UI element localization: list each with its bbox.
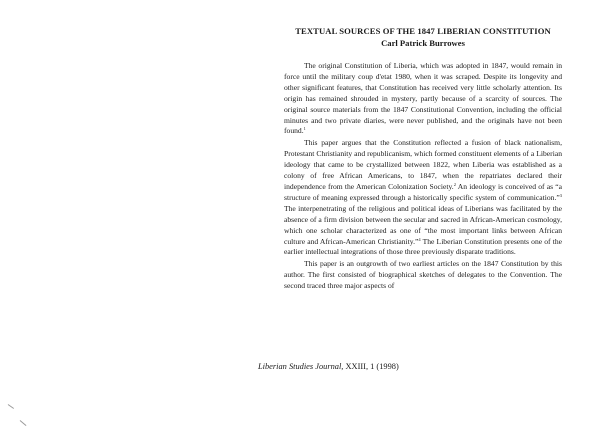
footnote-ref-1[interactable]: 1: [303, 126, 306, 132]
journal-citation: [258, 362, 399, 371]
footnote-ref-2[interactable]: 2: [453, 181, 456, 187]
footnote-ref-4[interactable]: 4: [418, 236, 421, 242]
journal-name: Liberian Studies Journal: [258, 362, 342, 371]
paragraph-2-text-d: The Liberian Constitution presents one of the earlier intellectual integrations of those three previously disparate traditions.: [284, 236, 562, 257]
paragraph-1: [284, 61, 562, 137]
paragraph-2-text-b: An ideology is conceived of as “a structure of meaning expressed through a historically specific system of communication.”: [284, 181, 562, 202]
article-author: Carl Patrick Burrowes: [381, 38, 465, 48]
scan-mark: [20, 420, 27, 426]
scan-mark: [8, 404, 14, 409]
paragraph-1-text: The original Constitution of Liberia, which was adopted in 1847, would remain in force until the military coup d'etat 1980, when it was scraped. Despite its longevity and other significant features, that Constitution has received very little scholarly attention. Its origin has remained shrouded in mystery, partly because of a scarcity of sources. The original source materials from the 1847 Constitutional Convention, including the official minutes and two private diaries, were never published, and the originals have not been found.: [284, 61, 562, 136]
paragraph-2: [284, 138, 562, 258]
paragraph-3: [284, 259, 562, 292]
article-title: TEXTUAL SOURCES OF THE 1847 LIBERIAN CONSTITUTION: [295, 26, 551, 36]
journal-volume: , XXIII, 1 (1998): [341, 362, 399, 371]
paragraph-2-text-c: The interpenetrating of the religious and political ideas of Liberians was facilitated by the absence of a firm division between the secular and sacred in African-American cosmology, which one scholar characterized as one of “the most important links between African culture and African-American Christianity.”: [284, 203, 562, 246]
paragraph-2-text-a: This paper argues that the Constitution reflected a fusion of black nationalism, Protestant Christianity and republicanism, which formed constituent elements of a Liberian ideology that came to be crystallized between 1822, when Liberia was established as a colony of free African Americans, to 1847, when the repatriates declared their independence from the American Colonization Society.: [284, 138, 562, 191]
paragraph-3-text: This paper is an outgrowth of two earliest articles on the 1847 Constitution by this author. The first consisted of biographical sketches of delegates to the Convention. The second traced three major aspects of: [284, 259, 562, 291]
footnote-ref-3[interactable]: 3: [559, 192, 562, 198]
article-column: [284, 26, 562, 292]
